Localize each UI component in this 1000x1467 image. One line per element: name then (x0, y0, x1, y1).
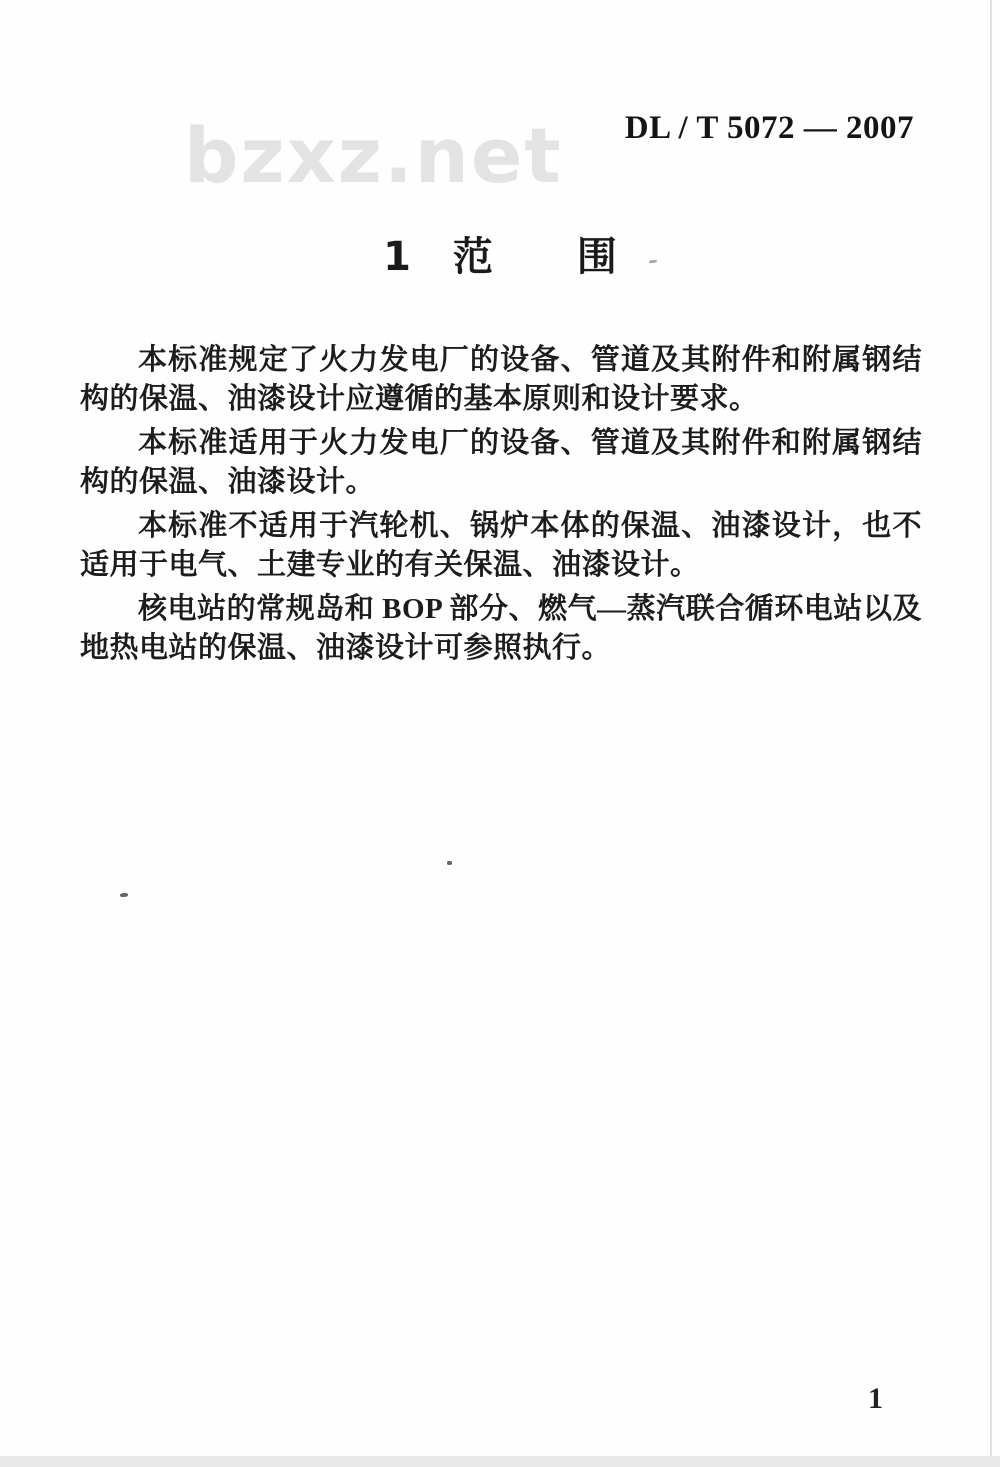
body-paragraph: 本标准规定了火力发电厂的设备、管道及其附件和附属钢结构的保温、油漆设计应遵循的基本原则和设计要求。 (80, 344, 922, 415)
scan-speck (447, 861, 452, 865)
watermark: bzxz.net (184, 111, 563, 200)
scan-bottom-strip (0, 1456, 1000, 1467)
scan-edge-line (990, 0, 992, 1467)
page-number: 1 (868, 1382, 883, 1415)
body-text (80, 341, 922, 673)
title-char-2: 围 (576, 234, 617, 280)
body-paragraph: 核电站的常规岛和 BOP 部分、燃气—蒸汽联合循环电站以及地热电站的保温、油漆设计可参照执行。 (80, 593, 922, 664)
chapter-number: 1 (383, 234, 411, 280)
scan-speck (120, 893, 128, 898)
body-paragraph: 本标准适用于火力发电厂的设备、管道及其附件和附属钢结构的保温、油漆设计。 (80, 427, 922, 498)
body-paragraph: 本标准不适用于汽轮机、锅炉本体的保温、油漆设计，也不适用于电气、土建专业的有关保温、油漆设计。 (80, 510, 922, 581)
title-char-1: 范 (452, 234, 493, 280)
page-title (0, 235, 1000, 279)
doc-number: DL / T 5072 — 2007 (624, 110, 914, 146)
